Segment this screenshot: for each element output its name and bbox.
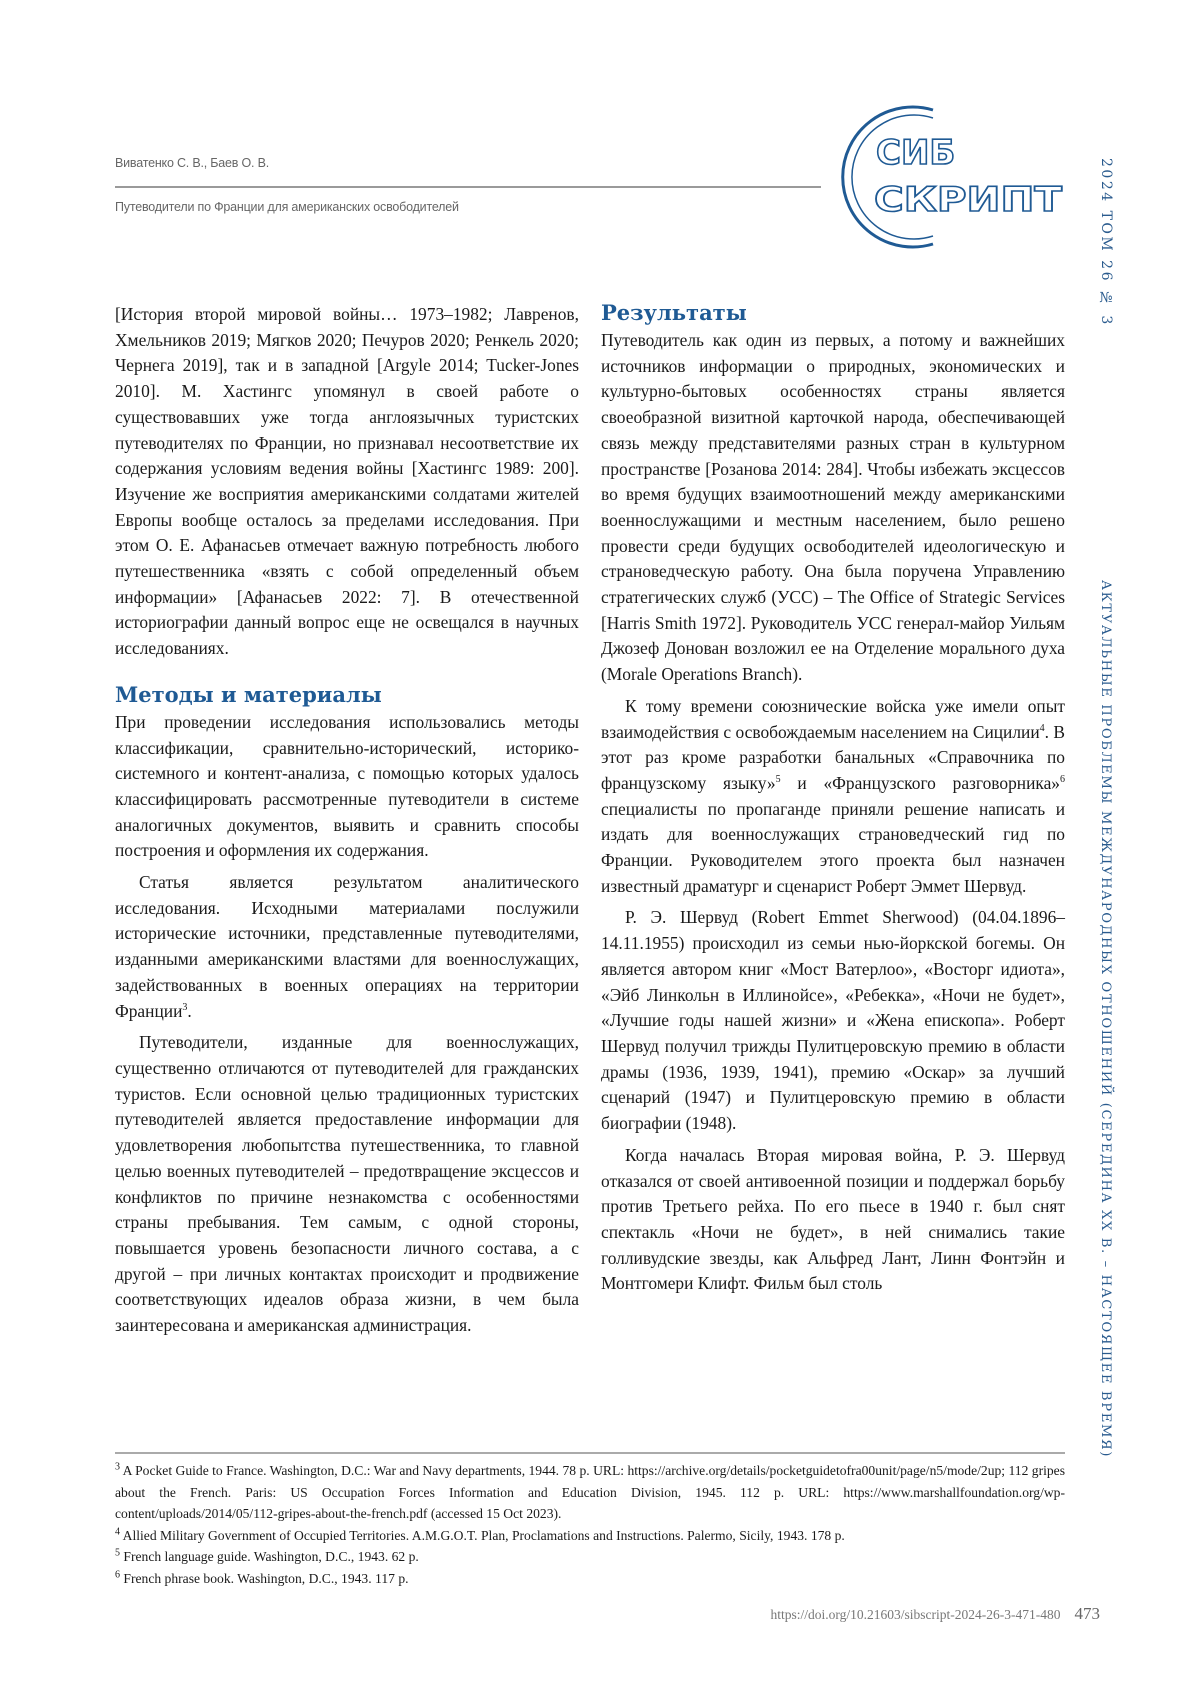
footnotes: [115, 1460, 1065, 1589]
footnote-text: A Pocket Guide to France. Washington, D.C.: War and Navy departments, 1944. 78 p. URL: https://archive.org/details/pocketguidetofra00unit/page/n5/mode/2up; 112 gripes about the French. Paris: US Occupation Forces Information and Education Division, 1945. 112 p. URL: https://www.marshallfoundation.org/wp-content/uploads/2014/05/112-gripes-about-the-french.pdf (accessed 15 Oct 2023).: [115, 1463, 1065, 1521]
logo-line-1: СИБ: [876, 133, 955, 173]
running-head-title: Путеводители по Франции для американских освободителей: [115, 200, 459, 214]
left-column: [115, 302, 579, 1339]
section-heading-methods: Методы и материалы: [115, 682, 579, 708]
footnote: [115, 1460, 1065, 1525]
paragraph-text: специалисты по пропаганде приняли решение написать и издать для военнослужащих страноведческий гид по Франции. Руководителем этого проекта был назначен известный драматург и сценарист Роберт Эммет Шервуд.: [601, 799, 1065, 896]
paragraph-text: К тому времени союзнические войска уже имели опыт взаимодействия с освобождаемым населением на Сицилии: [601, 696, 1065, 742]
paragraph-text: и «Французского разговорника»: [781, 773, 1060, 793]
header-divider: [115, 186, 821, 188]
footnote-divider: [115, 1452, 1065, 1454]
paragraph: Когда началась Вторая мировая война, Р. Э. Шервуд отказался от своей антивоенной позиции и поддержал борьбу против Третьего рейха. По его пьесе в 1940 г. был снят спектакль «Ночи не будет», в ней снимались такие голливудские звезды, как Альфред Лант, Линн Фонтэйн и Монтгомери Клифт. Фильм был столь: [601, 1143, 1065, 1297]
right-column: [601, 300, 1065, 1297]
paragraph: [115, 870, 579, 1024]
footnote: [115, 1525, 1065, 1547]
paragraph: Путеводители, изданные для военнослужащих, существенно отличаются от путеводителей для гражданских туристов. Если основной целью традиционных туристских путеводителей является предоставление информации для удовлетворения любопытства путешественника, то главной целью военных путеводителей – предотвращение эксцессов и конфликтов по причине незнакомства с особенностями страны пребывания. Тем самым, с одной стороны, повышается уровень безопасности личного состава, а с другой – при личных контактах происходит и продвижение соответствующих идеалов образа жизни, в чем была заинтересована и американская администрация.: [115, 1030, 579, 1338]
doi-link[interactable]: https://doi.org/10.21603/sibscript-2024-26-3-471-480: [771, 1607, 1061, 1622]
paragraph-text: . В этот раз кроме разработки банальных «Справочника по французскому языку»: [601, 722, 1065, 793]
running-head-authors: Виватенко С. В., Баев О. В.: [115, 156, 269, 170]
footnote-ref: 6: [1060, 774, 1065, 785]
paragraph: Путеводитель как один из первых, а потому и важнейших источников информации о природных, экономических и культурно-бытовых особенностях страны является своеобразной визитной карточкой народа, обеспечивающей связь между представителями разных стран в культурном пространстве [Розанова 2014: 284]. Чтобы избежать эксцессов во время будущих взаимоотношений между американскими военнослужащими и местным населением, было решено провести среди будущих освободителей идеологическую и страноведческую работу. Она была поручена Управлению стратегических служб (УСС) – The Office of Strategic Services [Harris Smith 1972]. Руководитель УСС генерал-майор Уильям Джозеф Донован возложил ее на Отделение морального духа (Morale Operations Branch).: [601, 328, 1065, 688]
page-number: 473: [1075, 1604, 1101, 1623]
issue-label: 2024 ТОМ 26 № 3: [1098, 158, 1114, 327]
section-label: АКТУАЛЬНЫЕ ПРОБЛЕМЫ МЕЖДУНАРОДНЫХ ОТНОШЕНИЙ (СЕРЕДИНА XX В. – НАСТОЯЩЕЕ ВРЕМЯ): [1098, 580, 1113, 1458]
paragraph: При проведении исследования использовались методы классификации, сравнительно-исторический, историко-системного и контент-анализа, с помощью которых удалось классифицировать рассмотренные путеводители в системе аналогичных документов, выявить и сравнить способы построения и оформления их содержания.: [115, 710, 579, 864]
paragraph-text: Статья является результатом аналитического исследования. Исходными материалами послужили исторические источники, представленные путеводителями, изданными американскими властями для военнослужащих, задействованных в военных операциях на территории Франции: [115, 872, 579, 1021]
footnote-ref: 5: [776, 774, 781, 785]
footnote-ref: 4: [1040, 723, 1045, 734]
footnote-text: French phrase book. Washington, D.C., 1943. 117 p.: [123, 1571, 408, 1586]
footnote-number: 5: [115, 1547, 120, 1558]
section-heading-results: Результаты: [601, 300, 1065, 326]
footnote-ref: 3: [182, 1002, 187, 1013]
paragraph: [601, 694, 1065, 900]
footnote: [115, 1546, 1065, 1568]
paragraph-text: .: [187, 1001, 191, 1021]
footnote-text: Allied Military Government of Occupied Territories. A.M.G.O.T. Plan, Proclamations and Instructions. Palermo, Sicily, 1943. 178 p.: [123, 1528, 845, 1543]
paragraph: [История второй мировой войны… 1973–1982; Лавренов, Хмельников 2019; Мягков 2020; Печуров 2020; Ренкель 2020; Чернега 2019], так и в западной [Argyle 2014; Tucker-Jones 2010]. М. Хастингс упомянул в своей работе о существовавших уже тогда англоязычных туристских путеводителях по Франции, но признавал несоответствие их содержания условиям ведения войны [Хастингс 1989: 200]. Изучение же восприятия американскими солдатами жителей Европы вообще осталось за пределами исследования. При этом О. Е. Афанасьев отмечает важную потребность любого путешественника «взять с собой определенный объем информации» [Афанасьев 2022: 7]. В отечественной историографии данный вопрос еще не освещался в научных исследованиях.: [115, 302, 579, 662]
footnote-number: 6: [115, 1569, 120, 1580]
paragraph: Р. Э. Шервуд (Robert Emmet Sherwood) (04.04.1896–14.11.1955) происходил из семьи нью-йоркской богемы. Он является автором книг «Мост Ватерлоо», «Восторг идиота», «Эйб Линкольн в Иллинойсе», «Ребекка», «Ночи не будет», «Лучшие годы нашей жизни» и «Жена епископа». Роберт Шервуд получил трижды Пулитцеровскую премию в области драмы (1936, 1939, 1941), премию «Оскар» за лучший сценарий (1947) и Пулитцеровскую премию в области биографии (1948).: [601, 905, 1065, 1136]
footnote-number: 4: [115, 1526, 120, 1537]
footnote: [115, 1568, 1065, 1590]
footnote-number: 3: [115, 1461, 120, 1472]
footnote-text: French language guide. Washington, D.C., 1943. 62 p.: [123, 1549, 418, 1564]
journal-logo: [838, 104, 1068, 250]
page-footer: [771, 1604, 1101, 1624]
logo-line-2: СКРИПТ: [874, 180, 1063, 220]
